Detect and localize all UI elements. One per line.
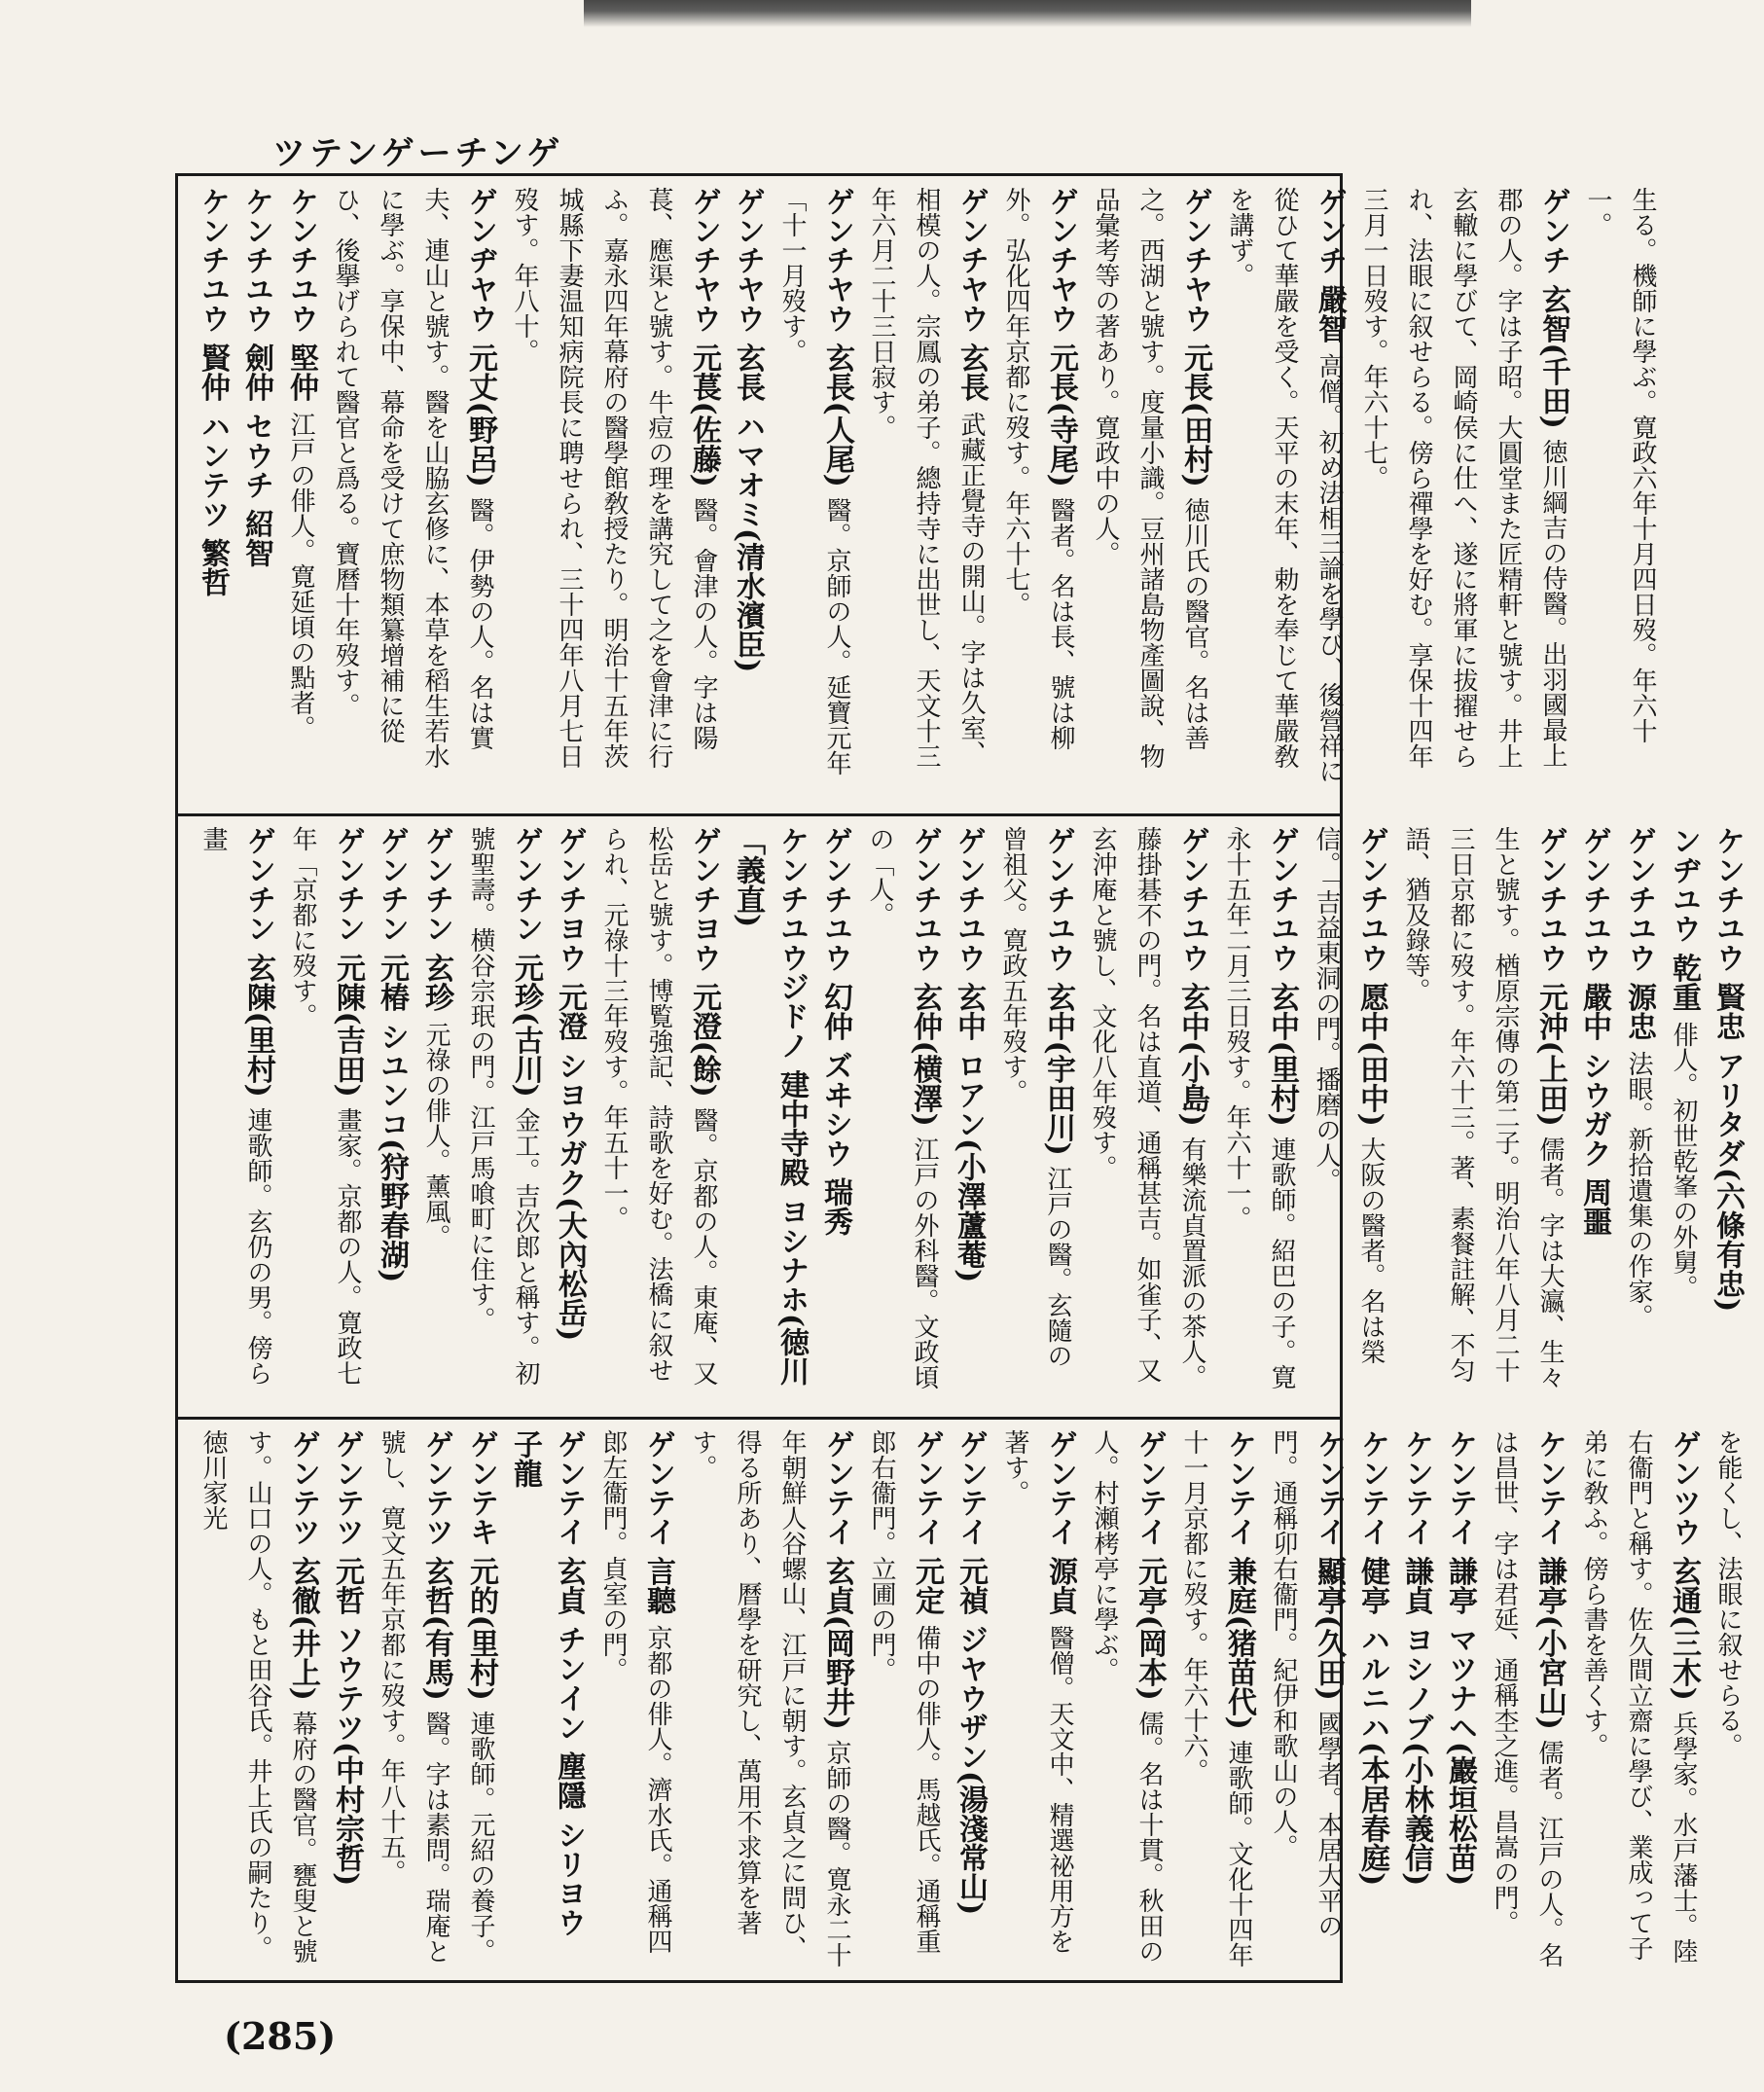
entry-headword: ゲンチヤウ 玄長 ハマオミ(清水濱臣) — [731, 187, 765, 673]
entry-headword: ゲンテイ 玄貞 チンイン 塵隱 シリヨウ 子龍 — [508, 1429, 586, 1937]
dictionary-entry — [278, 187, 323, 788]
entry-headword: ゲンテツ 玄哲(有馬) — [419, 1429, 453, 1712]
dictionary-entry — [1080, 826, 1214, 1391]
entry-headword: ゲンチン 玄珍 — [419, 826, 453, 1022]
entry-description: 幕府の醫官。甕叟と號す。山口の人。もと田谷氏。井上氏の嗣たり。徳川家光 — [198, 1429, 317, 1965]
entry-headword: ゲンチヤウ 元長(田村) — [1178, 187, 1212, 498]
entry-headword: ゲンテキ 元的(里村) — [464, 1429, 498, 1712]
entry-description: 儒。名は十貫。秋田の人。村瀬栲亭に學ぶ。 — [1090, 1429, 1164, 1965]
dictionary-entry — [992, 1429, 1082, 1971]
entry-description: 大阪の醫者。名は榮信。「吉益東洞の門。播磨の人。 — [1312, 826, 1386, 1365]
page-number: (285) — [224, 2014, 337, 2058]
entry-description: 醫。伊勢の人。名は實夫、連山と號す。醫を山脇玄修に、本草を稻生若水に學ぶ。享保中、幕命を受けて庶物類纂增補に從ひ、後擧げられて醫官と爲る。寶曆十年歿す。 — [331, 187, 494, 769]
dictionary-entry — [458, 1429, 503, 1971]
dictionary-entry — [993, 187, 1083, 788]
entry-headword: ゲンテイ 源貞 — [1043, 1429, 1077, 1625]
dictionary-entry — [280, 826, 370, 1391]
entry-description: 徳川氏の醫官。名は善之。西湖と號す。度量小識。豆州諸島物產圖說、物品彙考等の著あり。寛政中の人。 — [1091, 187, 1209, 769]
dictionary-entry — [191, 187, 234, 788]
entry-headword: ゲンチユウ 愿中(田中) — [1354, 826, 1388, 1137]
dictionary-entry — [1350, 1429, 1394, 1971]
dictionary-entry — [1304, 826, 1393, 1391]
entry-headword: ゲンチヤウ 元萇(佐藤) — [687, 187, 721, 498]
dictionary-entry — [1706, 1429, 1750, 1971]
dictionary-entry — [990, 826, 1080, 1391]
dictionary-entry — [369, 1429, 458, 1971]
entry-headword: ゲンチヨウ 元澄 シヨウガク(大內松岳) — [553, 826, 587, 1342]
scan-smudge — [584, 0, 1471, 27]
entry-headword: ゲンチ 玄智(千田) — [1536, 187, 1570, 440]
dictionary-entry — [502, 187, 726, 788]
entry-description: 醫者。名は長、號は柳外。弘化四年京都に歿す。年六十七。 — [1001, 187, 1075, 751]
entry-description: 京師の醫。寛永二十年朝鮮人谷螺山、江戸に朝す。玄貞之に問ひ、得る所あり、曆學を研究し、萬用不求算を著す。 — [688, 1429, 851, 1968]
entry-description: 金工。吉次郎と稱す。初號聖壽。横谷宗珉の門。江戸馬喰町に住す。 — [466, 826, 540, 1387]
entry-description: 生る。機師に學ぶ。寛政六年十月四日歿。年六十一。 — [1583, 187, 1657, 743]
entry-headword: ケンチユウ 賢仲 ハンテツ 繁哲 — [196, 187, 230, 597]
entry-headword: ケンテイ 健亭 ハルニハ(本居春庭) — [1355, 1429, 1389, 1887]
dictionary-entry — [370, 826, 414, 1391]
dictionary-entry — [1394, 1429, 1438, 1971]
entry-headword: ケンチユウ 賢忠 アリタダ(六條有忠) — [1710, 826, 1745, 1313]
dictionary-entry — [813, 826, 857, 1391]
entry-description: 徳川綱吉の侍醫。出羽國最上郡の人。字は子昭。大圓堂また匠精軒と號す。井上玄轍に學びて、岡崎侯に仕へ、遂に將軍に拔擢せられ、法眼に叙せらる。傍ら禪學を好む。享保十四年三月一日歿す。年六十七。 — [1359, 187, 1567, 769]
dictionary-entry — [1351, 187, 1575, 788]
entry-headword: ゲンチユウ 玄仲(横澤) — [908, 826, 942, 1137]
band-lower — [177, 1417, 1743, 1981]
entry-headword: ケンチユウ 劍仲 セウチ 紹智 — [239, 187, 273, 568]
entry-headword: ゲンチユウ 源忠 — [1622, 826, 1656, 1051]
entry-description: 連歌師。紹巴の子。寛永十五年二月三日歿す。年六十一。 — [1222, 826, 1296, 1390]
entry-description: 有樂流貞置派の茶人。藤掛碁不の門。名は直道、通稱甚吉。如雀子、又玄沖庵と號し、文化八年歿す。 — [1088, 826, 1206, 1390]
entry-headword: ゲンチユウ 元沖(上田) — [1533, 826, 1567, 1137]
entry-headword: ゲンツウ 玄通(三木) — [1667, 1429, 1701, 1712]
dictionary-entry — [234, 187, 278, 788]
dictionary-entry — [191, 826, 280, 1391]
dictionary-entry — [947, 826, 990, 1391]
dictionary-entry — [1482, 1429, 1571, 1971]
dictionary-entry — [1438, 1429, 1482, 1971]
dictionary-entry — [1661, 826, 1706, 1391]
entry-description: 高僧。初め法相三論を學び、後營祥に從ひて華嚴を受く。天平の末年、勅を奉じて華嚴敎を講ず。 — [1225, 187, 1344, 783]
dictionary-entry — [1575, 187, 1665, 788]
dictionary-entry — [1706, 826, 1749, 1391]
entry-headword: ゲンチヨウ 元澄(餘) — [687, 826, 721, 1108]
entry-description: 醫。京都の人。東庵、又松岳と號す。博覧強記、詩歌を好む。法橋に叙せられ、元祿十三年歿す。年五十一。 — [599, 826, 718, 1387]
band-lower-text — [177, 1420, 1764, 1981]
entry-description: 儒者。江戸の人。名は昌世、字は君延、通稱杢之進。昌嵩の門。 — [1490, 1429, 1564, 1968]
dictionary-entry — [592, 826, 726, 1391]
dictionary-entry — [1214, 826, 1304, 1391]
entry-headword: ゲンチユウ 玄中(宇田川) — [1041, 826, 1075, 1167]
dictionary-entry — [857, 826, 947, 1391]
dictionary-entry — [726, 187, 770, 788]
entry-headword: ゲンテツ 元哲 ソウテツ(中村宗哲) — [330, 1429, 364, 1887]
entry-headword: ケンテイ 顯亭(久田) — [1312, 1429, 1346, 1712]
dictionary-entry — [726, 826, 813, 1391]
entry-description: 國學者。本居大平の門。通稱卯右衞門。紀伊和歌山の人。 — [1269, 1429, 1343, 1939]
entry-headword: ゲンチン 元珍(古川) — [509, 826, 543, 1108]
entry-headword: ケンテイ 謙貞 ヨシノブ(小林義信) — [1399, 1429, 1433, 1887]
entry-headword: ケンテイ 謙亭(小宮山) — [1532, 1429, 1566, 1741]
band-upper — [177, 177, 1657, 798]
entry-headword: ゲンヂヤウ 元丈(野呂) — [463, 187, 497, 498]
dictionary-entry — [949, 1429, 992, 1971]
dictionary-entry — [1572, 826, 1616, 1391]
dictionary-entry — [1083, 187, 1217, 788]
dictionary-entry — [1616, 826, 1661, 1391]
entry-description: 連歌師。元紹の養子。 — [466, 1711, 495, 1965]
dictionary-entry — [1571, 1429, 1706, 1971]
entry-headword: ケンテイ 兼庭(猪苗代) — [1222, 1429, 1256, 1741]
entry-description: 儒者。字は大瀛、生々生と號す。楢原宗傳の第二子。明治八年八月二十三日京都に歿す。年六十三。著、素餐註解、不匀語、猶及錄等。 — [1401, 826, 1565, 1390]
dictionary-entry — [770, 187, 859, 788]
band-middle-text — [177, 816, 1763, 1401]
dictionary-entry — [325, 1429, 369, 1971]
entry-description: 醫。字は素問。瑞庵と號し、寛文五年京都に歿す。年八十五。 — [377, 1429, 450, 1965]
dictionary-entry — [859, 187, 993, 788]
entry-description: 江戸の外科醫。文政頃の「人。 — [865, 826, 939, 1390]
entry-description: 武藏正覺寺の開山。字は久室、相模の人。宗鳳の弟子。總持寺に出世し、天文十三年六月二十三日寂す。 — [867, 187, 986, 769]
entry-description: 兵學家。水戸藩士。陸右衞門と稱す。佐久間立齋に學び、業成って子弟に敎ふ。傍ら書を善くす。 — [1579, 1429, 1698, 1965]
entry-headword: ゲンチン 元陳(吉田) — [331, 826, 365, 1108]
entry-headword: ゲンテイ 言聽 — [641, 1429, 675, 1625]
dictionary-entry — [1082, 1429, 1171, 1971]
entry-headword: ゲンテイ 玄貞(岡野井) — [820, 1429, 854, 1741]
entry-headword: ゲンテイ 元禎 ジヤウザン(湯淺常山) — [954, 1429, 988, 1916]
entry-description: 備中の俳人。馬越氏。通稱重郎右衞門。立圃の門。 — [867, 1429, 941, 1954]
entry-description: 京都の俳人。濟水氏。通稱四郎左衞門。貞室の門。 — [598, 1429, 672, 1954]
entry-headword: ゲンチユウ 玄中(里村) — [1265, 826, 1299, 1137]
entry-description: 元祿の俳人。薰風。 — [421, 1021, 450, 1249]
entry-description: 醫。會津の人。字は陽萇、應渠と號す。牛痘の理を講究して之を會津に行ふ。嘉永四年幕府の醫學館敎授たり。明治十五年茨城縣下妻温知病院長に聘せられ、三十四年八月七日歿す。年八十。 — [510, 187, 718, 769]
entry-description: 醫。京師の人。延寶元年「十一月歿す。 — [777, 187, 851, 776]
dictionary-entry — [680, 1429, 859, 1971]
entry-headword: ゲンテイ 元定 — [910, 1429, 944, 1625]
dictionary-entry — [1171, 1429, 1261, 1971]
entry-headword: ゲンチヤウ 玄長(人尾) — [820, 187, 854, 498]
entry-headword: ゲンチン 玄陳(里村) — [241, 826, 275, 1108]
entry-description: 連歌師。玄仍の男。傍ら畫 — [198, 826, 272, 1387]
entry-description: 俳人。初世乾峯の外舅。 — [1669, 1021, 1698, 1300]
entry-headword: ゲンチユウ 玄中 ロアン(小澤蘆菴) — [952, 826, 986, 1283]
dictionary-entry — [503, 1429, 591, 1971]
entry-headword: ゲンチユウ 玄中(小島) — [1175, 826, 1209, 1137]
dictionary-entry — [1261, 1429, 1350, 1971]
entry-headword: ゲンチユウ 嚴中 シウガク 周噩 — [1577, 826, 1611, 1237]
entry-headword: ゲンチヤウ 玄長 — [954, 187, 989, 412]
dictionary-entry — [1393, 826, 1572, 1391]
entry-headword: ケンテイ 謙亭 マツナヘ(巖垣松苗) — [1443, 1429, 1477, 1887]
dictionary-entry — [191, 1429, 325, 1971]
entry-headword: ゲンチ 嚴智 — [1313, 187, 1347, 353]
entry-headword: ゲンチヤウ 元長(寺尾) — [1044, 187, 1078, 498]
dictionary-entry — [591, 1429, 680, 1971]
dictionary-entry — [323, 187, 502, 788]
entry-headword: ケンチユウジドノ 建中寺殿 ヨシナホ(徳川「義直) — [731, 826, 809, 1387]
band-upper-text — [177, 177, 1678, 798]
dictionary-entry — [414, 826, 458, 1391]
entry-description: 醫僧。天文中、精選祕用方を著す。 — [1000, 1429, 1074, 1954]
dictionary-entry — [548, 826, 592, 1391]
entry-description: 江戸の俳人。寛延頃の點者。 — [286, 411, 315, 740]
entry-description: を能くし、法眼に叙せらる。 — [1713, 1429, 1743, 1758]
dictionary-entry — [859, 1429, 949, 1971]
dictionary-entry — [458, 826, 548, 1391]
band-middle — [177, 813, 1745, 1401]
entry-description: 連歌師。文化十四年十一月京都に歿す。年六十六。 — [1179, 1429, 1253, 1968]
entry-description: 法眼。新拾遺集の作家。 — [1624, 1050, 1653, 1329]
entry-headword: ゲンチン 元椿 シユンコ(狩野春湖) — [375, 826, 409, 1283]
entry-headword: ゲンチユウ 幻仲 ズヰシウ 瑞秀 — [818, 826, 852, 1237]
entry-headword: ケンチユウ 堅仲 — [284, 187, 318, 412]
entry-headword: ンヂユウ 乾重 — [1667, 826, 1701, 1022]
dictionary-entry — [1217, 187, 1351, 788]
entry-headword: ゲンテツ 玄徹(井上) — [286, 1429, 320, 1712]
entry-headword: ゲンテイ 元亭(岡本) — [1133, 1429, 1167, 1712]
running-head: ツテンゲーチンゲ — [272, 134, 564, 173]
entry-description: 畫家。京都の人。寛政七年「京都に歿す。 — [288, 826, 362, 1387]
entry-description: 江戸の醫。玄隨の曾祖父。寛政五年歿す。 — [998, 826, 1072, 1369]
